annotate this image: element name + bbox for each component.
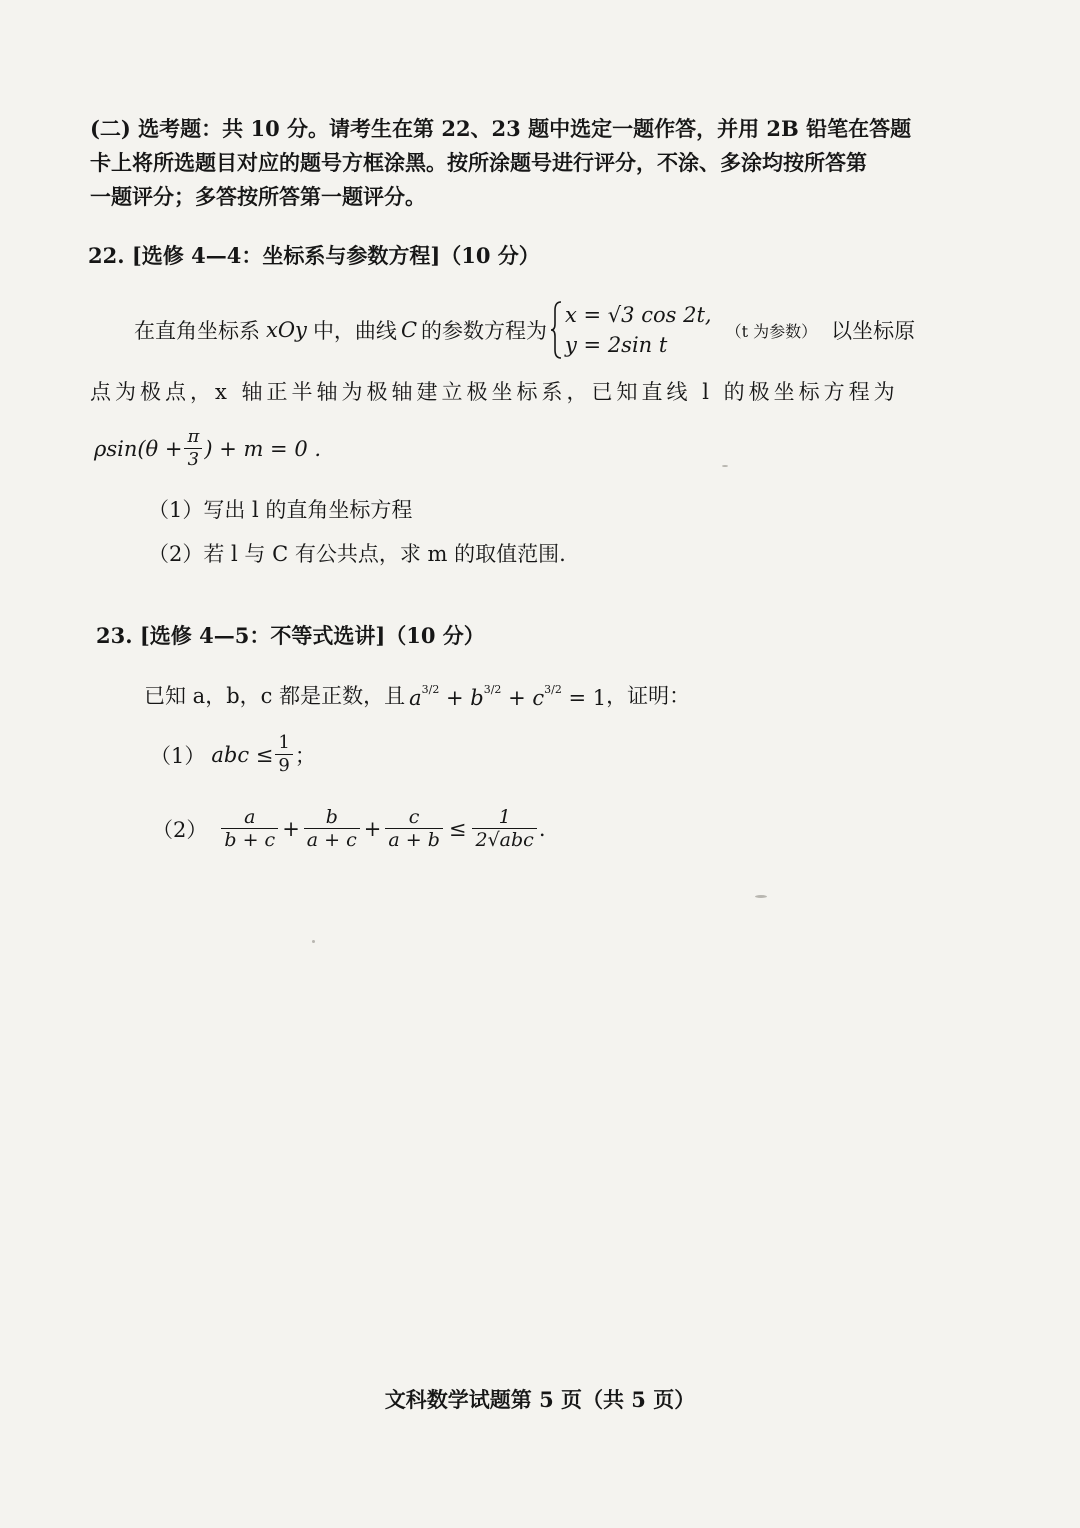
scan-speck <box>755 895 767 898</box>
q23-part1-den: 9 <box>278 755 290 776</box>
left-brace-icon <box>551 300 563 360</box>
q22-stem-line-1 <box>134 300 915 360</box>
q22-part-2: （2）若 l 与 C 有公共点，求 m 的取值范围. <box>148 542 566 566</box>
q23-f2-den: a + c <box>306 829 357 851</box>
q23-f1-num: a <box>221 806 278 829</box>
q23-part1-end: ； <box>294 743 316 768</box>
q23-one-ninth <box>275 732 292 777</box>
q23-proof: ，证明： <box>606 684 691 708</box>
q23-part1-label: （1） <box>150 743 206 768</box>
q23-frac-c <box>385 806 443 851</box>
q22-polar-right: ) + m = 0 . <box>204 436 322 461</box>
q23-f3-den: a + b <box>388 829 440 851</box>
q23-part1-expr: abc ≤ <box>211 742 274 767</box>
q23-f3-num: c <box>385 806 443 829</box>
instructions-line-1: (二) 选考题：共 10 分。请考生在第 22、23 题中选定一题作答，并用 2B 铅笔在答题 <box>90 116 912 141</box>
q23-f1-den: b + c <box>224 829 276 851</box>
q22-param-note: （t 为参数） <box>725 321 818 341</box>
q22-eq-y: y = 2sin t <box>565 333 668 357</box>
q23-frac-rhs <box>472 806 536 851</box>
q22-parametric-system <box>553 300 712 360</box>
page-footer: 文科数学试题第 5 页（共 5 页） <box>384 1387 696 1412</box>
instructions-line-2: 卡上将所选题目对应的题号方框涂黑。按所涂题号进行评分，不涂、多涂均按所答第 <box>90 150 867 175</box>
q22-stem-before: 在直角坐标系 <box>134 319 260 343</box>
q23-condition: $a^{3/2} + b^{3/2} + c^{3/2} = 1$ <box>409 683 607 710</box>
scan-speck <box>722 465 728 467</box>
q22-frac-den: 3 <box>187 449 200 470</box>
q22-polar-left: ρsin(θ + <box>94 436 183 461</box>
q23-stem <box>144 680 690 710</box>
q23-rhs-num: 1 <box>472 806 536 829</box>
q23-part-2: （2） $\frac{a}{b + c}$ + $\frac{b}{a + c}$ + $\frac{c}{a + b}$ ≤ $\frac{1}{\text{2√abc}}$ . <box>152 806 546 851</box>
q23-frac-a <box>221 806 278 851</box>
q22-eq-x: x = √3 cos 2t, <box>565 303 712 327</box>
q23-part-1 <box>150 732 316 777</box>
q23-f2-num: b <box>304 806 360 829</box>
q23-part1-num: 1 <box>275 732 292 755</box>
q22-frac-num: π <box>184 426 202 449</box>
q22-stem-mid: 中，曲线 <box>312 319 397 343</box>
q22-stem-line-2: 点为极点，x 轴正半轴为极轴建立极坐标系，已知直线 l 的极坐标方程为 <box>90 380 899 404</box>
scan-speck <box>312 940 315 943</box>
q22-stem-tail: 以坐标原 <box>831 319 916 343</box>
q22-stem-after: 的参数方程为 <box>421 319 548 343</box>
q22-polar-equation <box>94 426 321 471</box>
q22-title: 22. [选修 4—4：坐标系与参数方程]（10 分） <box>88 243 540 268</box>
q22-curve-c: C <box>400 318 418 342</box>
q23-rhs-den: 2√abc <box>475 829 534 851</box>
q23-stem-text: 已知 a，b，c 都是正数，且 <box>144 684 406 708</box>
q22-part-1: （1）写出 l 的直角坐标方程 <box>148 498 413 522</box>
q22-pi-over-3 <box>184 426 202 471</box>
section-instructions <box>90 112 950 214</box>
instructions-line-3: 一题评分；多答按所答第一题评分。 <box>90 184 426 209</box>
q23-frac-b <box>304 806 360 851</box>
q22-xoy: xOy <box>266 318 307 342</box>
q23-title: 23. [选修 4—5：不等式选讲]（10 分） <box>96 623 485 648</box>
q23-part2-label: （2） <box>152 817 208 842</box>
